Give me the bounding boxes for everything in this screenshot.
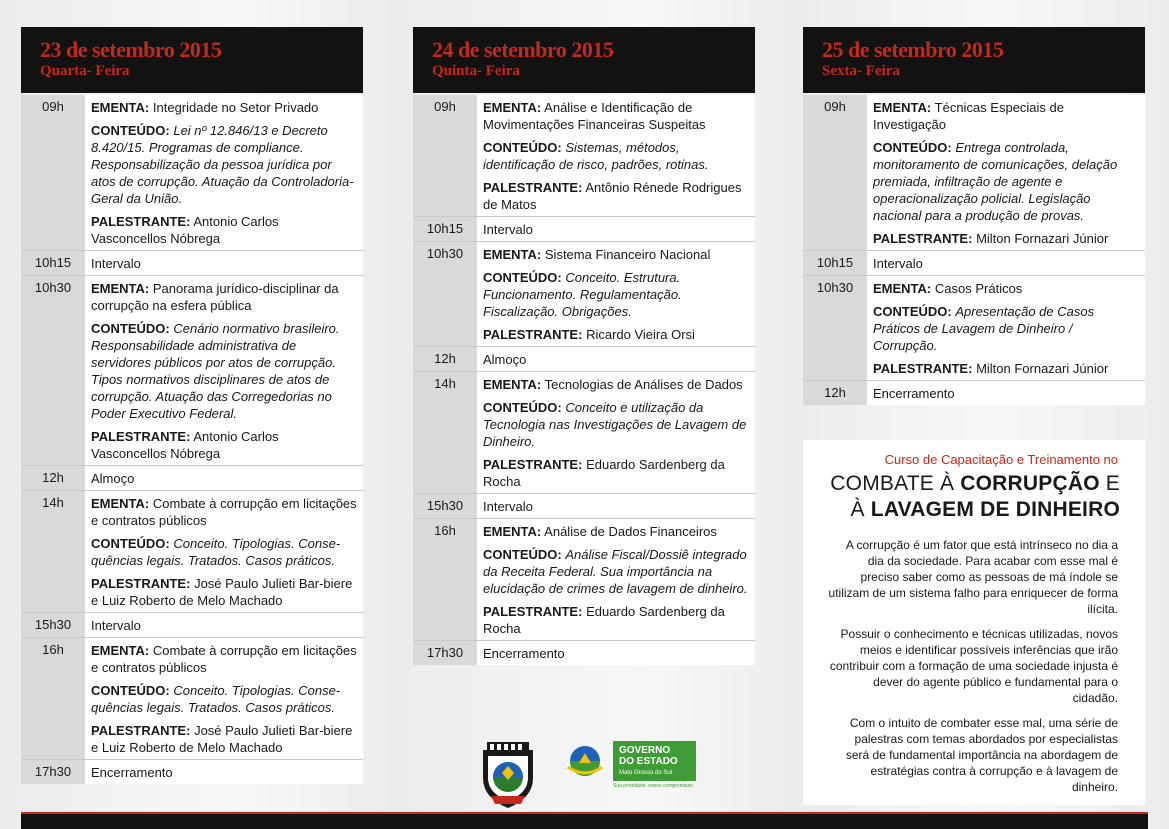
- schedule-time: 12h: [21, 466, 85, 490]
- ementa-label: EMENTA:: [873, 100, 932, 115]
- ementa-text: Integridade no Setor Privado: [152, 100, 319, 115]
- conteudo-label: CONTEÚDO:: [91, 321, 170, 336]
- description-paragraph: Com o intuito de combater esse mal, uma série de palestras com temas abordados por especialistas será de fundamental importância na abordagem de estratégias contra à corrupção e à lavagem de dinheiro.: [845, 716, 1118, 794]
- course-description: [828, 537, 1118, 804]
- schedule-content: [85, 760, 363, 784]
- ementa-label: EMENTA:: [483, 100, 542, 115]
- palestrante-label: PALESTRANTE:: [91, 723, 191, 738]
- day-column-1: [21, 27, 363, 784]
- conteudo-block: [483, 546, 749, 597]
- schedule-content: [85, 95, 363, 250]
- course-title-line-1: [830, 472, 1120, 496]
- day-weekday: Quarta- Feira: [40, 63, 130, 79]
- government-slogan: Sua prioridade, nosso compromisso: [613, 783, 693, 789]
- schedule-time: 10h30: [21, 276, 85, 465]
- schedule-content: [867, 95, 1145, 250]
- schedule-note: Intervalo: [483, 499, 533, 514]
- schedule-note: Intervalo: [483, 222, 533, 237]
- palestrante-text: Antonio Carlos Vasconcellos Nóbrega: [91, 429, 279, 461]
- schedule-content: [85, 613, 363, 637]
- conteudo-block: [91, 320, 357, 422]
- conteudo-label: CONTEÚDO:: [483, 270, 562, 285]
- schedule-note: Intervalo: [873, 256, 923, 271]
- conteudo-label: CONTEÚDO:: [91, 683, 170, 698]
- schedule-content: [477, 641, 755, 665]
- ementa-label: EMENTA:: [483, 247, 542, 262]
- schedule-content: [867, 251, 1145, 275]
- schedule-note: Almoço: [483, 352, 527, 367]
- schedule-row: [803, 95, 1145, 250]
- schedule-time: 15h30: [21, 613, 85, 637]
- day-weekday: Quinta- Feira: [432, 63, 520, 79]
- conteudo-text: Entrega controlada, monitoramento de comunicações, delação premiada, infiltração de agente e operacionalização policial. Legislação nacional para a produção de provas.: [873, 140, 1118, 223]
- conteudo-block: [483, 399, 749, 450]
- day-date: 24 de setembro 2015: [432, 37, 614, 62]
- palestrante-block: [483, 179, 749, 213]
- schedule-time: 10h30: [803, 276, 867, 380]
- ementa-block: [483, 523, 749, 540]
- palestrante-label: PALESTRANTE:: [483, 604, 583, 619]
- schedule-time: 10h15: [803, 251, 867, 275]
- palestrante-text: Eduardo Sardenberg da Rocha: [483, 604, 725, 636]
- ementa-block: [873, 280, 1139, 297]
- schedule-time: 14h: [413, 372, 477, 493]
- palestrante-label: PALESTRANTE:: [483, 180, 583, 195]
- schedule-row: [21, 637, 363, 759]
- ementa-label: EMENTA:: [483, 377, 542, 392]
- ementa-text: Análise e Identificação de Movimentações Financeiras Suspeitas: [483, 100, 706, 132]
- schedule-content: [477, 347, 755, 371]
- conteudo-text: Conceito. Estrutura. Funcionamento. Regulamentação. Fiscalização. Obrigações.: [483, 270, 682, 319]
- ementa-text: Sistema Financeiro Nacional: [544, 247, 711, 262]
- conteudo-block: [873, 303, 1139, 354]
- conteudo-block: [483, 139, 749, 173]
- palestrante-text: Antônio Rénede Rodrigues de Matos: [483, 180, 742, 212]
- course-kicker: Curso de Capacitação e Treinamento no: [884, 452, 1118, 467]
- description-paragraph: A corrupção é um fator que está intrínseco no dia a dia da sociedade. Para acabar com esse mal é preciso saber como as pessoas de má índole se utilizam de um sistema falho para enriquecer de forma ilícita.: [828, 538, 1118, 616]
- day-date: 25 de setembro 2015: [822, 37, 1004, 62]
- gov-line: GOVERNO: [619, 745, 671, 756]
- schedule-row: [21, 250, 363, 275]
- conteudo-text: Sistemas, métodos, identificação de risco, padrões, rotinas.: [483, 140, 709, 172]
- schedule-content: [477, 242, 755, 346]
- schedule-note: Encerramento: [873, 386, 955, 401]
- schedule-row: [21, 612, 363, 637]
- conteudo-block: [91, 682, 357, 716]
- palestrante-label: PALESTRANTE:: [873, 231, 973, 246]
- palestrante-text: José Paulo Julieti Bar-biere e Luiz Roberto de Melo Machado: [91, 723, 353, 755]
- footer-bar: [21, 812, 1148, 829]
- conteudo-block: [91, 535, 357, 569]
- schedule-time: 10h15: [21, 251, 85, 275]
- palestrante-label: PALESTRANTE:: [483, 457, 583, 472]
- schedule-row: [21, 490, 363, 612]
- schedule-content: [477, 372, 755, 493]
- ementa-label: EMENTA:: [483, 524, 542, 539]
- day-column-3: [803, 27, 1145, 405]
- schedule-row: [803, 275, 1145, 380]
- palestrante-label: PALESTRANTE:: [91, 429, 191, 444]
- day-date: 23 de setembro 2015: [40, 37, 222, 62]
- title-emphasis: LAVAGEM DE DINHEIRO: [870, 498, 1120, 521]
- ementa-label: EMENTA:: [91, 281, 150, 296]
- conteudo-block: [873, 139, 1139, 224]
- palestrante-text: Milton Fornazari Júnior: [976, 361, 1109, 376]
- schedule-note: Almoço: [91, 471, 135, 486]
- schedule-content: [85, 491, 363, 612]
- schedule-note: Encerramento: [483, 646, 565, 661]
- conteudo-label: CONTEÚDO:: [91, 536, 170, 551]
- schedule-time: 10h15: [413, 217, 477, 241]
- police-badge-logo: [473, 738, 543, 810]
- schedule-row: [413, 640, 755, 665]
- schedule-time: 17h30: [21, 760, 85, 784]
- ementa-text: Combate à corrupção em licitações e contratos públicos: [91, 643, 357, 675]
- palestrante-block: [873, 230, 1139, 247]
- schedule-row: [413, 493, 755, 518]
- government-name: [619, 745, 678, 767]
- conteudo-label: CONTEÚDO:: [91, 123, 170, 138]
- palestrante-block: [91, 428, 357, 462]
- schedule-row: [413, 518, 755, 640]
- palestrante-label: PALESTRANTE:: [873, 361, 973, 376]
- ementa-block: [483, 99, 749, 133]
- ementa-label: EMENTA:: [91, 496, 150, 511]
- schedule-note: Encerramento: [91, 765, 173, 780]
- schedule-time: 10h30: [413, 242, 477, 346]
- schedule-time: 09h: [413, 95, 477, 216]
- day-header: [413, 27, 755, 93]
- conteudo-text: Conceito. Tipologias. Conse-quências legais. Tratados. Casos práticos.: [91, 683, 341, 715]
- title-emphasis: CORRUPÇÃO: [960, 472, 1100, 495]
- ementa-text: Técnicas Especiais de Investigação: [873, 100, 1064, 132]
- palestrante-block: [483, 603, 749, 637]
- government-name-box: [613, 741, 696, 781]
- conteudo-label: CONTEÚDO:: [873, 140, 952, 155]
- palestrante-text: José Paulo Julieti Bar-biere e Luiz Roberto de Melo Machado: [91, 576, 353, 608]
- conteudo-text: Apresentação de Casos Práticos de Lavagem de Dinheiro / Corrupção.: [873, 304, 1095, 353]
- schedule-time: 14h: [21, 491, 85, 612]
- ementa-text: Tecnologias de Análises de Dados: [544, 377, 743, 392]
- schedule-content: [85, 466, 363, 490]
- ementa-text: Panorama jurídico-disciplinar da corrupção na esfera pública: [91, 281, 339, 313]
- schedule-row: [413, 95, 755, 216]
- palestrante-text: Antonio Carlos Vasconcellos Nóbrega: [91, 214, 279, 246]
- palestrante-block: [873, 360, 1139, 377]
- schedule-time: 09h: [21, 95, 85, 250]
- palestrante-block: [91, 213, 357, 247]
- schedule-time: 09h: [803, 95, 867, 250]
- day-header: [803, 27, 1145, 93]
- schedule-row: [21, 465, 363, 490]
- conteudo-label: CONTEÚDO:: [483, 400, 562, 415]
- schedule-row: [803, 250, 1145, 275]
- schedule-time: 17h30: [413, 641, 477, 665]
- palestrante-text: Ricardo Vieira Orsi: [586, 327, 695, 342]
- conteudo-label: CONTEÚDO:: [873, 304, 952, 319]
- conteudo-text: Conceito e utilização da Tecnologia nas Investigações de Lavagem de Dinheiro.: [483, 400, 747, 449]
- schedule-row: [413, 216, 755, 241]
- palestrante-label: PALESTRANTE:: [483, 327, 583, 342]
- schedule-row: [413, 241, 755, 346]
- ementa-text: Análise de Dados Financeiros: [544, 524, 717, 539]
- conteudo-text: Análise Fiscal/Dossiê integrado da Receita Federal. Sua importância na elucidação de crimes de lavagem de dinheiro.: [483, 547, 748, 596]
- day-weekday: Sexta- Feira: [822, 63, 900, 79]
- ementa-block: [483, 376, 749, 393]
- ementa-block: [91, 99, 357, 116]
- palestrante-text: Eduardo Sardenberg da Rocha: [483, 457, 725, 489]
- schedule-row: [21, 95, 363, 250]
- schedule-content: [85, 638, 363, 759]
- schedule-content: [477, 494, 755, 518]
- schedule-content: [85, 251, 363, 275]
- schedule-content: [477, 95, 755, 216]
- conteudo-label: CONTEÚDO:: [483, 140, 562, 155]
- conteudo-text: Conceito. Tipologias. Conse-quências legais. Tratados. Casos práticos.: [91, 536, 341, 568]
- ementa-label: EMENTA:: [91, 100, 150, 115]
- palestrante-block: [483, 456, 749, 490]
- ementa-block: [91, 280, 357, 314]
- ementa-label: EMENTA:: [873, 281, 932, 296]
- government-logo: [561, 741, 697, 791]
- schedule-time: 16h: [21, 638, 85, 759]
- course-info-panel: [803, 440, 1145, 805]
- title-part: À: [850, 498, 871, 521]
- schedule-content: [85, 276, 363, 465]
- schedule-row: [413, 371, 755, 493]
- conteudo-text: Cenário normativo brasileiro. Responsabilidade administrativa de servidores públicos por atos de corrupção. Tipos normativos disciplinares de atos de corrupção. Atuação das Corregedorias no Poder Executivo Federal.: [91, 321, 340, 421]
- schedule-table: [21, 95, 363, 784]
- ementa-block: [873, 99, 1139, 133]
- schedule-note: Intervalo: [91, 256, 141, 271]
- conteudo-block: [91, 122, 357, 207]
- ementa-text: Casos Práticos: [934, 281, 1023, 296]
- palestrante-block: [483, 326, 749, 343]
- schedule-content: [867, 381, 1145, 405]
- conteudo-text: Lei nº 12.846/13 e Decreto 8.420/15. Programas de compliance. Responsabilização da pessoa jurídica por atos de corrupção. Atuação da Controladoria-Geral da União.: [91, 123, 354, 206]
- schedule-time: 15h30: [413, 494, 477, 518]
- course-title-line-2: [851, 498, 1120, 522]
- government-state: Mato Grosso do Sul: [619, 770, 673, 776]
- ementa-label: EMENTA:: [91, 643, 150, 658]
- conteudo-label: CONTEÚDO:: [483, 547, 562, 562]
- day-header: [21, 27, 363, 93]
- title-part: E: [1099, 472, 1120, 495]
- day-column-2: [413, 27, 755, 665]
- schedule-row: [21, 759, 363, 784]
- schedule-content: [477, 217, 755, 241]
- description-paragraph: Possuir o conhecimento e técnicas utilizadas, novos meios e identificar possíveis inferências que irão contribuir com a formação de uma sociedade injusta é dever do agente público e fundamental para o cidadão.: [829, 627, 1118, 705]
- gov-line: DO ESTADO: [619, 756, 678, 767]
- palestrante-label: PALESTRANTE:: [91, 214, 191, 229]
- palestrante-label: PALESTRANTE:: [91, 576, 191, 591]
- conteudo-block: [483, 269, 749, 320]
- state-coat-of-arms-icon: [565, 741, 605, 781]
- ementa-block: [483, 246, 749, 263]
- ementa-block: [91, 495, 357, 529]
- schedule-content: [477, 519, 755, 640]
- schedule-note: Intervalo: [91, 618, 141, 633]
- palestrante-block: [91, 722, 357, 756]
- ementa-text: Combate à corrupção em licitações e contratos públicos: [91, 496, 357, 528]
- schedule-row: [803, 380, 1145, 405]
- schedule-content: [867, 276, 1145, 380]
- schedule-table: [413, 95, 755, 665]
- schedule-row: [21, 275, 363, 465]
- schedule-table: [803, 95, 1145, 405]
- schedule-time: 16h: [413, 519, 477, 640]
- ementa-block: [91, 642, 357, 676]
- schedule-time: 12h: [803, 381, 867, 405]
- schedule-time: 12h: [413, 347, 477, 371]
- palestrante-text: Milton Fornazari Júnior: [976, 231, 1109, 246]
- schedule-row: [413, 346, 755, 371]
- palestrante-block: [91, 575, 357, 609]
- title-part: COMBATE À: [830, 472, 961, 495]
